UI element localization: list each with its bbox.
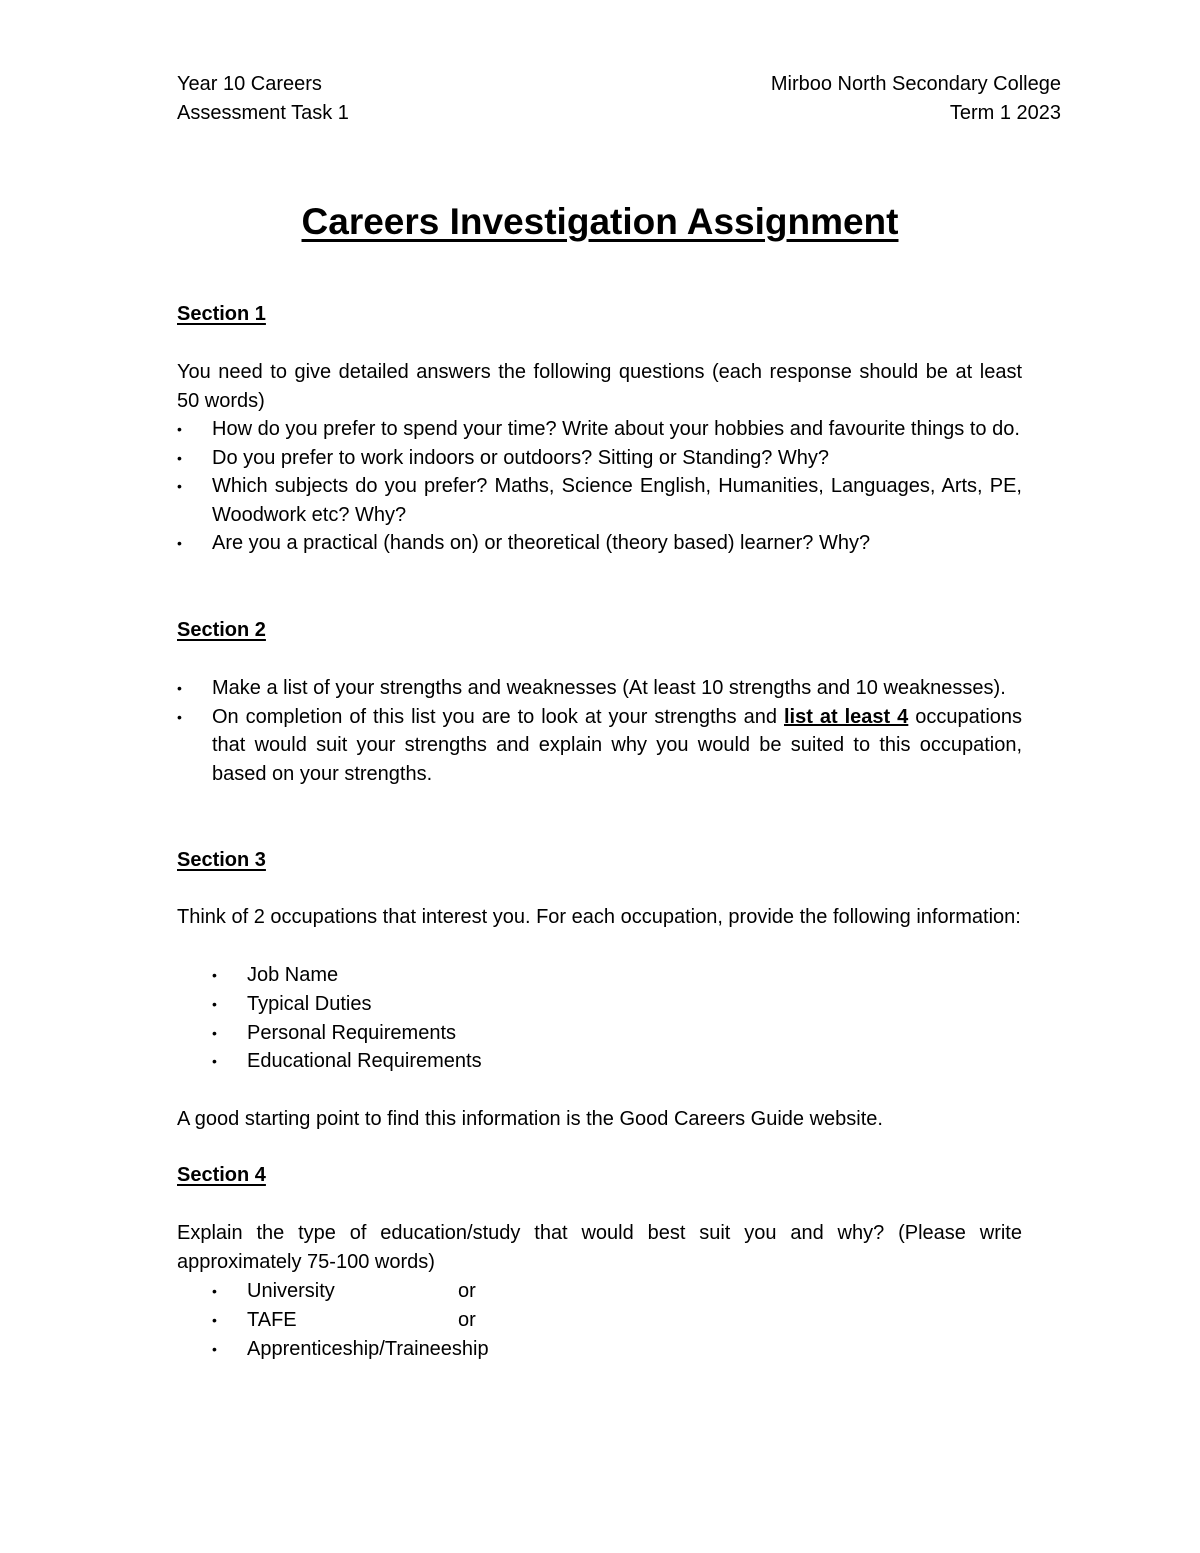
list-item: • Are you a practical (hands on) or theoretical (theory based) learner? Why? xyxy=(177,529,1022,558)
list-item: • University or xyxy=(212,1277,812,1306)
section-4-heading: Section 4 xyxy=(177,1164,266,1186)
section-3-note: A good starting point to find this information is the Good Careers Guide website. xyxy=(177,1108,883,1130)
section-1-questions xyxy=(177,415,1022,558)
bullet-icon: • xyxy=(212,1311,217,1328)
section-3-heading: Section 3 xyxy=(177,849,266,871)
section-1-heading: Section 1 xyxy=(177,303,266,325)
bullet-icon: • xyxy=(177,421,182,437)
list-item: • TAFE or xyxy=(212,1306,812,1335)
list-item: • Do you prefer to work indoors or outdoors? Sitting or Standing? Why? xyxy=(177,444,1022,473)
emphasis-list-at-least-4: list at least 4 xyxy=(784,705,909,728)
section-2-heading: Section 2 xyxy=(177,619,266,641)
bullet-icon: • xyxy=(212,1024,217,1041)
section-4-intro: Explain the type of education/study that would best suit you and why? (Please write approximately 75-100 words) xyxy=(177,1222,1022,1273)
bullet-icon: • xyxy=(177,535,182,552)
bullet-icon: • xyxy=(212,967,217,983)
section-4-options xyxy=(212,1277,812,1363)
bullet-icon: • xyxy=(177,680,182,696)
list-item: • Apprenticeship/Traineeship xyxy=(212,1335,812,1364)
list-item: • Personal Requirements xyxy=(212,1019,812,1048)
bullet-icon: • xyxy=(212,1053,217,1070)
list-item: • On completion of this list you are to look at your strengths and list at least 4 occupations that would suit your strengths and explain why you would be suited to this occupation, based on your strengths. xyxy=(177,703,1022,789)
list-item: • Make a list of your strengths and weaknesses (At least 10 strengths and 10 weaknesses). xyxy=(177,674,1022,703)
document-title: Careers Investigation Assignment xyxy=(301,201,899,242)
list-item: • Typical Duties xyxy=(212,990,812,1019)
list-item: • Which subjects do you prefer? Maths, Science English, Humanities, Languages, Arts, PE, Woodwork etc? Why? xyxy=(177,472,1022,529)
section-1-intro: You need to give detailed answers the following questions (each response should be at least 50 words) xyxy=(177,361,1022,412)
list-item: • Job Name xyxy=(212,961,812,990)
bullet-icon: • xyxy=(177,449,182,466)
section-3-info-list xyxy=(212,961,812,1076)
list-item: • Educational Requirements xyxy=(212,1047,812,1076)
header-task: Assessment Task 1 xyxy=(177,102,349,124)
header-course: Year 10 Careers xyxy=(177,73,322,95)
bullet-icon: • xyxy=(212,995,217,1012)
list-item: • How do you prefer to spend your time? Write about your hobbies and favourite things to do. xyxy=(177,415,1022,444)
header-school: Mirboo North Secondary College xyxy=(770,73,1061,95)
bullet-icon: • xyxy=(212,1340,217,1357)
bullet-icon: • xyxy=(212,1283,217,1299)
bullet-icon: • xyxy=(177,708,182,725)
bullet-icon: • xyxy=(177,478,182,495)
section-2-tasks xyxy=(177,674,1022,788)
section-3-intro: Think of 2 occupations that interest you. For each occupation, provide the following information: xyxy=(177,906,1021,928)
header-term: Term 1 2023 xyxy=(949,102,1061,124)
